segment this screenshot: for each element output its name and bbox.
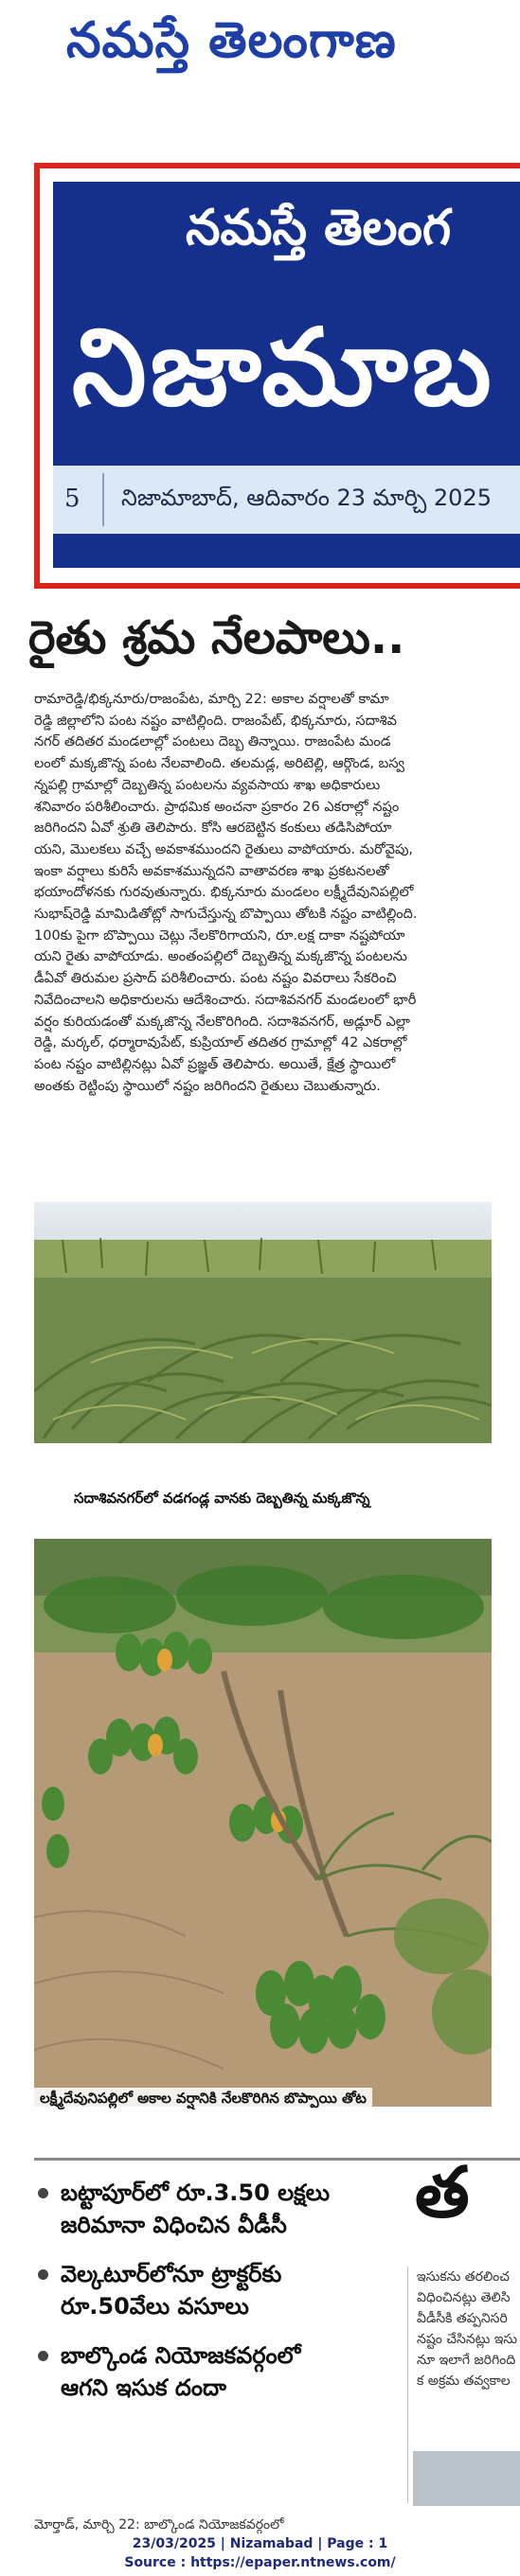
article-line: సుభాష్‌రెడ్డి మామిడితోట్లో సాగుచేస్తున్న బొప్పాయి తోటకి నష్టం వాటిల్లింది. [34,907,418,923]
maize-field-photo [34,1202,492,1443]
article-line: న్నపల్లి గ్రామాల్లో దెబ్బతిన్న పంటలను వ్యవసాయ శాఖ అధికారులు [34,777,381,793]
bullet-dot-icon [38,2269,48,2280]
footer-edition-info: 23/03/2025 | Nizamabad | Page : 1 [132,2536,388,2551]
side-story-headline: త [415,2152,470,2233]
article-line: యని, మొలకలు వచ్చే అవకాశముందని రైతులు వాపోయారు. మరోవైపు, [34,841,414,857]
highlight-line: వెల్కటూర్‌లోనూ ట్రాక్టర్‌కు [61,2261,282,2287]
article-line: జరిగిందని ఏవో శ్రుతి తెలిపారు. కోసి ఆరబెట్టిన కంకులు తడిసిపోయా [34,820,392,837]
article-line: నివేదించాలని అధికారులను ఆదేశించారు. సదాశివనగర్ మండలంలో భారీ [34,992,417,1008]
edition-header-title-main: నిజామాబ [72,307,495,430]
edition-header-title-top: నమస్తే తెలంగ [186,199,452,256]
article-line: రెడ్డి, మర్కల్, ధర్మారావుపేట్, కుప్రియాల్ తదితర గ్రామాల్లో 42 ఎకరాల్లో [34,1035,407,1051]
article-line: వర్షం కురియడంతో మక్కజొన్న నేలకొరిగింది. సదాశివనగర్, అడ్లూర్ ఎల్లా [34,1014,410,1030]
masthead [0,0,520,142]
highlight-line: జరిమానా విధించిన వీడీసీ [61,2212,287,2238]
column-divider [407,2267,408,2503]
highlight-line: ఆగని ఇసుక దందా [61,2374,226,2401]
bullet-dot-icon [38,2188,48,2198]
article-line: నగర్ తదితర మండలాల్లో పంటలు దెబ్బ తిన్నాయి. రాజంపేట మండ [34,734,391,750]
edition-dateline: నిజామాబాద్, ఆదివారం 23 మార్చి 2025 [121,485,492,511]
highlight-item [34,2258,418,2322]
side-story-line: విధించినట్లు తెలిసి [417,2290,511,2305]
source-footer [0,2534,520,2576]
highlight-item [34,2177,418,2241]
article-line: యని రైతు వాపోయాడు. అంతంపల్లిలో దెబ్బతిన్న మక్కజొన్న పంటలను [34,949,407,965]
highlight-item [34,2339,418,2404]
papaya-orchard-photo [34,1539,492,2107]
side-story-line: క అక్రమ తవ్వకాల [417,2373,511,2389]
date-band [53,466,520,534]
side-story-line: నష్టం చేసినట్లు ఇసు [417,2332,518,2347]
article-line: శనివారం పరిశీలించారు. ప్రాథమిక అంచనా ప్రకారం 26 ఎకరాల్లో నష్టం [34,799,400,815]
side-story-line: నూ ఇలాగే జరిగింది [417,2353,516,2368]
article-line: లంలో మక్కజొన్న పంట నేలవాలింది. తలమడ్ల, అరిటెల్లి, ఆర్గొండ, బస్వ [34,756,405,772]
article-line: 100కు పైగా బొప్పాయి చెట్లు నేలకొరిగాయని, రూ.లక్ష దాకా నష్టపోయా [34,927,405,944]
date-band-divider [102,473,104,526]
side-story-line: వీడీసీకి తప్పనిసరి [417,2311,508,2326]
header-bottom-strip [53,541,520,560]
highlights-list [34,2177,418,2421]
photo-caption-papaya: లక్ష్మీదేవునిపల్లిలో అకాల వర్షానికి నేలకొరిగిన బొప్పాయి తోట [34,2088,372,2112]
article-headline: రైతు శ్రమ నేలపాలు.. [28,611,405,664]
article-line: డీఏవో తిరుమల ప్రసాద్ పరిశీలించారు. పంట నష్టం వివరాలు సేకరించి [34,971,397,987]
highlight-line: రూ.50వేలు వసూలు [61,2293,249,2320]
article-line: ఇంకా వర్షాలు కురిసే అవకాశమున్నదని వాతావరణ శాఖ ప్రకటనలతో [34,863,389,879]
highlight-line: బట్టాపూర్‌లో రూ.3.50 లక్షలు [61,2179,331,2206]
next-story-dateline: మోర్తాడ్, మార్చి 22: బాల్కొండ నియోజకవర్గంలో [34,2517,284,2532]
masthead-logo: నమస్తే తెలంగాణ [66,11,397,69]
highlight-line: బాల్కొండ నియోజకవర్గంలో [61,2342,301,2369]
footer-source-link[interactable]: Source : https://epaper.ntnews.com/ [124,2555,396,2570]
edition-header [34,163,520,589]
article-line: అంతకు రెట్టింపు స్థాయిలో నష్టం జరిగిందని రైతులు చెబుతున్నారు. [34,1078,381,1094]
edition-header-panel [53,182,520,568]
article-line: రెడ్డి జిల్లాలోని పంట నష్టం వాటిల్లింది. రాజంపేట్, భిక్కనూరు, సదాశివ [34,713,397,729]
article-line: పంట నష్టం వాటిల్లినట్లు ఏవో ప్రజ్ఞత్ తెలిపారు. అయితే, క్షేత్ర స్థాయిలో [34,1056,396,1072]
article-body [34,689,498,1097]
photo-caption-maize: సదాశివనగర్‌లో వడగండ్ల వానకు దెబ్బతిన్న మక్కజొన్న [74,1490,370,1507]
side-story-body [417,2267,520,2391]
article-line: రామారెడ్డి/భిక్కనూరు/రాజంపేట, మార్చి 22: అకాల వర్షాలతో కామా [34,692,389,707]
side-story-line: ఇసుకను తరలించ [417,2269,510,2285]
bullet-dot-icon [38,2351,48,2361]
side-story-photo [413,2451,520,2506]
article-line: భయాందోళనకు గురవుతున్నారు. భిక్కనూరు మండలం లక్ష్మీదేవునిపల్లిలో [34,885,414,901]
page-number: 5 [64,485,81,513]
